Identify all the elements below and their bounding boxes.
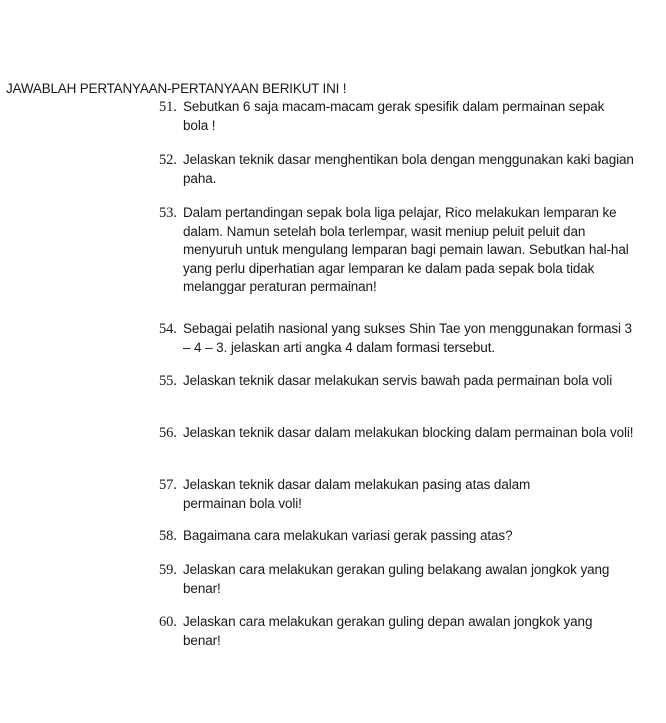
question-52 <box>159 151 639 188</box>
question-57 <box>159 476 579 513</box>
question-number: 52. <box>159 152 177 168</box>
question-number: 56. <box>159 425 177 441</box>
question-text: Jelaskan cara melakukan gerakan guling belakang awalan jongkok yang benar! <box>183 562 610 596</box>
question-number: 60. <box>159 614 177 630</box>
question-53 <box>159 204 634 297</box>
question-text: Jelaskan teknik dasar menghentikan bola dengan menggunakan kaki bagian paha. <box>183 152 634 186</box>
question-56 <box>159 424 634 443</box>
question-text: Sebagai pelatih nasional yang sukses Shin Tae yon menggunakan formasi 3 – 4 – 3. jelaskan arti angka 4 dalam formasi tersebut. <box>183 321 632 355</box>
question-58 <box>159 527 639 546</box>
question-54 <box>159 320 634 357</box>
question-text: Jelaskan teknik dasar melakukan servis bawah pada permainan bola voli <box>183 373 613 388</box>
question-51 <box>159 98 619 135</box>
question-number: 55. <box>159 373 177 389</box>
question-number: 54. <box>159 321 177 337</box>
question-59 <box>159 561 629 598</box>
question-text: Jelaskan cara melakukan gerakan guling depan awalan jongkok yang benar! <box>183 614 593 648</box>
question-60 <box>159 613 619 650</box>
question-number: 53. <box>159 205 177 221</box>
page-heading: JAWABLAH PERTANYAAN-PERTANYAAN BERIKUT INI ! <box>6 81 347 96</box>
question-number: 59. <box>159 562 177 578</box>
question-text: Bagaimana cara melakukan variasi gerak passing atas? <box>183 528 513 543</box>
question-text: Jelaskan teknik dasar dalam melakukan blocking dalam permainan bola voli! <box>183 425 634 440</box>
question-text: Jelaskan teknik dasar dalam melakukan pasing atas dalam permainan bola voli! <box>183 477 531 511</box>
question-text: Dalam pertandingan sepak bola liga pelajar, Rico melakukan lemparan ke dalam. Namun setelah bola terlempar, wasit meniup peluit peluit dan menyuruh untuk mengulang lemparan bagi pemain lawan. Sebutkan hal-hal yang perlu diperhatian agar lemparan ke dalam pada sepak bola tidak melanggar peraturan permainan! <box>183 205 629 294</box>
question-text: Sebutkan 6 saja macam-macam gerak spesifik dalam permainan sepak bola ! <box>183 99 605 133</box>
question-number: 57. <box>159 477 177 493</box>
question-55 <box>159 372 634 391</box>
question-number: 51. <box>159 99 177 115</box>
question-number: 58. <box>159 528 177 544</box>
